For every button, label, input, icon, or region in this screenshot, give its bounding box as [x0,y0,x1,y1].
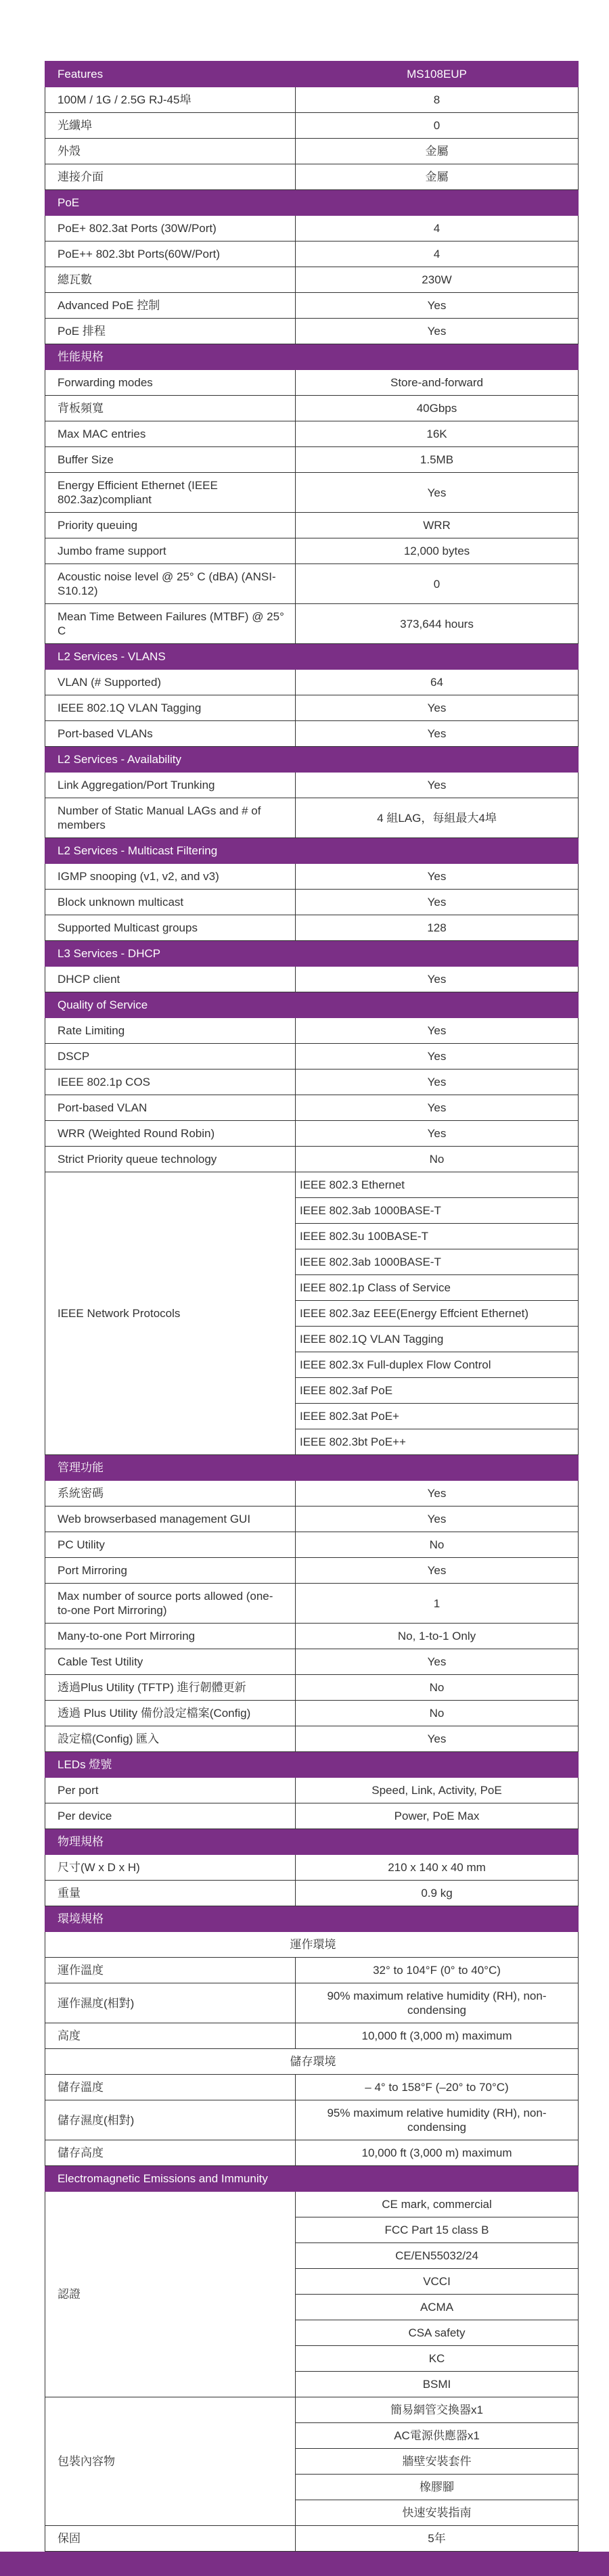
table-row [45,164,579,190]
spec-label: 設定檔(Config) 匯入 [45,1726,296,1752]
spec-value: 10,000 ft (3,000 m) maximum [296,2140,579,2166]
subheader-row [45,2049,579,2075]
spec-label: 光纖埠 [45,113,296,139]
table-row [45,2140,579,2166]
table-row [45,773,579,798]
table-row [45,1624,579,1649]
spec-label: Mean Time Between Failures (MTBF) @ 25° C [45,604,296,644]
spec-value: 5年 [296,2526,579,2552]
table-row [45,216,579,242]
table-row [45,370,579,396]
spec-label: PoE 排程 [45,319,296,344]
spec-label: DSCP [45,1044,296,1070]
table-row [45,890,579,915]
spec-label: Buffer Size [45,447,296,473]
table-row [45,864,579,890]
table-header-row [45,62,579,87]
spec-label: Port-based VLAN [45,1095,296,1121]
spec-value: Speed, Link, Activity, PoE [296,1778,579,1803]
table-row [45,915,579,941]
spec-label: 高度 [45,2023,296,2049]
section-title: 物理規格 [45,1829,579,1855]
spec-value: IEEE 802.3af PoE [296,1378,579,1404]
spec-value: Power, PoE Max [296,1803,579,1829]
table-row [45,1649,579,1675]
spec-value: Yes [296,967,579,992]
table-row [45,604,579,644]
spec-label: IEEE 802.1Q VLAN Tagging [45,695,296,721]
section-row [45,344,579,370]
spec-value: ACMA [296,2295,579,2320]
spec-label: Priority queuing [45,513,296,538]
spec-value: No [296,1532,579,1558]
spec-value: 4 [296,242,579,267]
spec-label: IEEE 802.1p COS [45,1070,296,1095]
spec-value: 210 x 140 x 40 mm [296,1855,579,1881]
table-row [45,2397,579,2423]
spec-label: Per device [45,1803,296,1829]
spec-value: 0 [296,564,579,604]
spec-label: 包裝內容物 [45,2397,296,2526]
spec-label: Link Aggregation/Port Trunking [45,773,296,798]
section-title: 管理功能 [45,1455,579,1481]
section-row [45,747,579,773]
section-title: L2 Services - Availability [45,747,579,773]
spec-label: 重量 [45,1881,296,1906]
spec-value: 金屬 [296,139,579,164]
spec-value: 373,644 hours [296,604,579,644]
spec-value: IEEE 802.3u 100BASE-T [296,1224,579,1249]
spec-label: Max number of source ports allowed (one-to-one Port Mirroring) [45,1584,296,1624]
section-row [45,838,579,864]
section-row [45,644,579,670]
spec-value: CE/EN55032/24 [296,2243,579,2269]
spec-value: 橡膠腳 [296,2475,579,2500]
table-row [45,1881,579,1906]
table-row [45,1701,579,1726]
spec-label: 儲存濕度(相對) [45,2100,296,2140]
spec-table [45,61,579,2552]
spec-label: Supported Multicast groups [45,915,296,941]
spec-value: IEEE 802.1p Class of Service [296,1275,579,1301]
spec-label: 外殼 [45,139,296,164]
spec-label: Energy Efficient Ethernet (IEEE 802.3az)compliant [45,473,296,513]
spec-value: 快速安裝指南 [296,2500,579,2526]
table-row [45,421,579,447]
table-row [45,2100,579,2140]
spec-label: Jumbo frame support [45,538,296,564]
spec-value: IEEE 802.3at PoE+ [296,1404,579,1429]
spec-value: 4 組LAG，每組最大4埠 [296,798,579,838]
table-row [45,473,579,513]
table-row [45,293,579,319]
table-row [45,242,579,267]
spec-label: 保固 [45,2526,296,2552]
spec-label: 儲存高度 [45,2140,296,2166]
table-row [45,513,579,538]
section-title: PoE [45,190,579,216]
spec-value: Yes [296,293,579,319]
spec-value: Yes [296,1481,579,1506]
spec-value: No, 1-to-1 Only [296,1624,579,1649]
spec-value: Yes [296,1018,579,1044]
table-row [45,1855,579,1881]
spec-value: 12,000 bytes [296,538,579,564]
table-row [45,1778,579,1803]
spec-label: 透過Plus Utility (TFTP) 進行韌體更新 [45,1675,296,1701]
section-row [45,1829,579,1855]
model-name: MS108EUP [296,62,579,87]
spec-value: Yes [296,864,579,890]
section-title: LEDs 燈號 [45,1752,579,1778]
spec-value: BSMI [296,2372,579,2397]
section-row [45,190,579,216]
spec-value: Yes [296,1558,579,1584]
table-row [45,2023,579,2049]
spec-value: WRR [296,513,579,538]
spec-value: 金屬 [296,164,579,190]
spec-label: 連接介面 [45,164,296,190]
spec-label: PoE+ 802.3at Ports (30W/Port) [45,216,296,242]
spec-value: 1.5MB [296,447,579,473]
spec-value: 1 [296,1584,579,1624]
table-row [45,447,579,473]
spec-value: No [296,1147,579,1172]
spec-label: Many-to-one Port Mirroring [45,1624,296,1649]
section-row [45,1455,579,1481]
spec-label: PC Utility [45,1532,296,1558]
spec-value: AC電源供應器x1 [296,2423,579,2449]
table-row [45,1070,579,1095]
spec-value: VCCI [296,2269,579,2295]
spec-value: 90% maximum relative humidity (RH), non-condensing [296,1983,579,2023]
spec-label: 系統密碼 [45,1481,296,1506]
table-row [45,1958,579,1983]
table-row [45,139,579,164]
table-row [45,1095,579,1121]
spec-label: 總瓦數 [45,267,296,293]
table-row [45,1803,579,1829]
spec-label: Port-based VLANs [45,721,296,747]
table-row [45,564,579,604]
spec-label: 100M / 1G / 2.5G RJ-45埠 [45,87,296,113]
section-row [45,1752,579,1778]
spec-label: Per port [45,1778,296,1803]
footer-bar [0,2552,609,2576]
spec-value: IEEE 802.3x Full-duplex Flow Control [296,1352,579,1378]
spec-value: KC [296,2346,579,2372]
spec-value: 0.9 kg [296,1881,579,1906]
section-row [45,941,579,967]
spec-value: Yes [296,1649,579,1675]
spec-table-container [45,61,578,2552]
spec-value: 40Gbps [296,396,579,421]
table-row [45,1983,579,2023]
table-row [45,1018,579,1044]
spec-label: Cable Test Utility [45,1649,296,1675]
spec-value: 4 [296,216,579,242]
table-row [45,721,579,747]
spec-value: IEEE 802.1Q VLAN Tagging [296,1327,579,1352]
spec-label: DHCP client [45,967,296,992]
table-row [45,967,579,992]
spec-label: 尺寸(W x D x H) [45,1855,296,1881]
table-row [45,87,579,113]
table-row [45,538,579,564]
spec-value: Yes [296,1095,579,1121]
spec-value: 簡易網管交換器x1 [296,2397,579,2423]
spec-label: Max MAC entries [45,421,296,447]
spec-value: 8 [296,87,579,113]
table-row [45,1172,579,1198]
table-row [45,1506,579,1532]
table-row [45,1481,579,1506]
table-row [45,1147,579,1172]
spec-value: 0 [296,113,579,139]
table-row [45,396,579,421]
spec-label: IEEE Network Protocols [45,1172,296,1455]
subheader-title: 運作環境 [45,1932,579,1958]
section-title: L3 Services - DHCP [45,941,579,967]
spec-value: – 4° to 158°F (–20° to 70°C) [296,2075,579,2100]
spec-label: Forwarding modes [45,370,296,396]
subheader-title: 儲存環境 [45,2049,579,2075]
spec-value: IEEE 802.3 Ethernet [296,1172,579,1198]
spec-label: WRR (Weighted Round Robin) [45,1121,296,1147]
section-row [45,2166,579,2192]
spec-value: FCC Part 15 class B [296,2217,579,2243]
table-row [45,2075,579,2100]
spec-value: 95% maximum relative humidity (RH), non-condensing [296,2100,579,2140]
spec-value: 32° to 104°F (0° to 40°C) [296,1958,579,1983]
spec-label: Acoustic noise level @ 25° C (dBA) (ANSI-S10.12) [45,564,296,604]
section-title: 環境規格 [45,1906,579,1932]
spec-table-body [45,87,579,2552]
section-title: 性能規格 [45,344,579,370]
spec-value: Store-and-forward [296,370,579,396]
spec-value: CE mark, commercial [296,2192,579,2217]
spec-label: Advanced PoE 控制 [45,293,296,319]
spec-value: Yes [296,319,579,344]
spec-value: 64 [296,670,579,695]
spec-label: 背板頻寬 [45,396,296,421]
spec-value: 128 [296,915,579,941]
spec-value: No [296,1701,579,1726]
spec-label: Rate Limiting [45,1018,296,1044]
spec-label: VLAN (# Supported) [45,670,296,695]
spec-label: PoE++ 802.3bt Ports(60W/Port) [45,242,296,267]
table-row [45,1121,579,1147]
table-row [45,1675,579,1701]
table-row [45,798,579,838]
spec-value: 16K [296,421,579,447]
spec-value: IEEE 802.3az EEE(Energy Effcient Ethernet) [296,1301,579,1327]
spec-value: Yes [296,721,579,747]
table-row [45,695,579,721]
spec-value: Yes [296,1726,579,1752]
section-title: L2 Services - VLANS [45,644,579,670]
header-label: Features [45,62,296,87]
spec-label: 儲存溫度 [45,2075,296,2100]
spec-label: 認證 [45,2192,296,2397]
table-row [45,1726,579,1752]
table-row [45,113,579,139]
spec-value: Yes [296,1070,579,1095]
spec-label: Web browserbased management GUI [45,1506,296,1532]
spec-value: Yes [296,1044,579,1070]
spec-value: CSA safety [296,2320,579,2346]
spec-label: 透過 Plus Utility 備份設定檔案(Config) [45,1701,296,1726]
spec-label: Strict Priority queue technology [45,1147,296,1172]
spec-value: No [296,1675,579,1701]
table-row [45,319,579,344]
spec-label: Port Mirroring [45,1558,296,1584]
table-row [45,1584,579,1624]
spec-label: 運作溫度 [45,1958,296,1983]
table-row [45,267,579,293]
table-row [45,2526,579,2552]
table-row [45,2192,579,2217]
section-title: Quality of Service [45,992,579,1018]
spec-value: Yes [296,773,579,798]
spec-value: Yes [296,473,579,513]
spec-value: Yes [296,1506,579,1532]
spec-label: 運作濕度(相對) [45,1983,296,2023]
section-title: Electromagnetic Emissions and Immunity [45,2166,579,2192]
spec-value: IEEE 802.3ab 1000BASE-T [296,1249,579,1275]
section-row [45,1906,579,1932]
spec-label: Number of Static Manual LAGs and # of members [45,798,296,838]
table-row [45,1558,579,1584]
spec-value: Yes [296,890,579,915]
table-row [45,670,579,695]
spec-value: 10,000 ft (3,000 m) maximum [296,2023,579,2049]
subheader-row [45,1932,579,1958]
spec-value: 牆壁安裝套件 [296,2449,579,2475]
table-row [45,1044,579,1070]
spec-value: Yes [296,695,579,721]
spec-label: Block unknown multicast [45,890,296,915]
section-row [45,992,579,1018]
spec-label: IGMP snooping (v1, v2, and v3) [45,864,296,890]
table-row [45,1532,579,1558]
spec-value: 230W [296,267,579,293]
spec-value: IEEE 802.3bt PoE++ [296,1429,579,1455]
spec-value: Yes [296,1121,579,1147]
spec-value: IEEE 802.3ab 1000BASE-T [296,1198,579,1224]
section-title: L2 Services - Multicast Filtering [45,838,579,864]
